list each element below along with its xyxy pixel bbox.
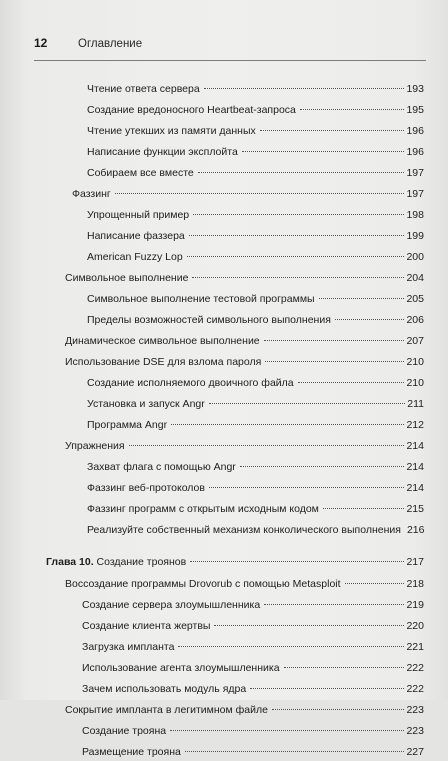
dot-leader — [129, 445, 405, 446]
dot-leader — [198, 172, 405, 173]
toc-entry-title: Пределы возможностей символьного выполнения — [87, 314, 331, 326]
toc-entry-title: Фаззинг — [72, 188, 111, 200]
toc-entry[interactable] — [87, 248, 424, 266]
toc-entry-title: Использование агента злоумышленника — [82, 662, 280, 674]
toc-entry-page: 218 — [406, 578, 424, 590]
toc-entry[interactable] — [87, 479, 424, 497]
toc-entry[interactable] — [65, 353, 424, 371]
toc-chapter-entry[interactable] — [46, 553, 424, 571]
toc-entry-title: Зачем использовать модуль ядра — [82, 683, 247, 695]
toc-entry-title: Реализуйте собственный механизм конколического выполнения — [87, 524, 401, 536]
toc-entry-page: 214 — [406, 461, 424, 473]
dot-leader — [319, 298, 405, 299]
dot-leader — [190, 561, 404, 562]
toc-entry[interactable] — [87, 80, 424, 98]
toc-entry-title: Символьное выполнение — [65, 272, 189, 284]
toc-entry-page: 212 — [406, 419, 424, 431]
toc-entry-page: 200 — [406, 251, 424, 263]
toc-entry[interactable] — [65, 437, 424, 455]
toc-entry-title: Захват флага с помощью Angr — [87, 461, 236, 473]
toc-entry[interactable] — [87, 521, 424, 539]
dot-leader — [250, 688, 404, 689]
toc-entry-title: Размещение трояна — [82, 746, 181, 758]
toc-entry[interactable] — [87, 164, 424, 182]
toc-entry[interactable] — [87, 206, 424, 224]
toc-entry-page: 210 — [406, 377, 424, 389]
toc-entry-page: 215 — [406, 503, 424, 515]
toc-entry-title: Фаззинг программ с открытым исходным кодом — [87, 503, 319, 515]
toc-entry-title: Написание функции эксплойта — [87, 146, 238, 158]
chapter-label: Глава 10. — [46, 556, 94, 568]
toc-entry[interactable] — [65, 269, 424, 287]
toc-entry[interactable] — [87, 227, 424, 245]
dot-leader — [323, 508, 405, 509]
toc-entry-title: Установка и запуск Angr — [87, 398, 205, 410]
dot-leader — [300, 109, 405, 110]
toc-entry-page: 196 — [406, 146, 424, 158]
toc-entry-page: 206 — [406, 314, 424, 326]
toc-entry[interactable] — [82, 722, 424, 740]
toc-entry[interactable] — [65, 575, 424, 593]
toc-entry[interactable] — [82, 638, 424, 656]
dot-leader — [171, 424, 404, 425]
toc-entry[interactable] — [65, 701, 424, 719]
toc-entry-title: Создание трояна — [82, 725, 167, 737]
toc-entry-page: 193 — [406, 83, 424, 95]
dot-leader — [265, 361, 404, 362]
toc-entry-title: Воссоздание программы Drovorub с помощью Metasploit — [65, 578, 341, 590]
page-header — [34, 36, 142, 56]
dot-leader — [115, 193, 405, 194]
toc-entry-title: Создание вредоносного Heartbeat-запроса — [87, 104, 296, 116]
dot-leader — [193, 214, 404, 215]
dot-leader — [192, 277, 404, 278]
dot-leader — [272, 709, 405, 710]
toc-entry-page: 214 — [406, 440, 424, 452]
toc-entry-page: 204 — [406, 272, 424, 284]
toc-entry-title: Использование DSE для взлома пароля — [65, 356, 262, 368]
toc-entry[interactable] — [87, 101, 424, 119]
toc-entry[interactable] — [87, 416, 424, 434]
toc-entry[interactable] — [65, 332, 424, 350]
toc-entry-title: Собираем все вместе — [87, 167, 194, 179]
toc-entry-page: 207 — [406, 335, 424, 347]
toc-entry-title: Создание сервера злоумышленника — [82, 599, 261, 611]
toc-entry-page: 222 — [406, 662, 424, 674]
toc-entry-page: 198 — [406, 209, 424, 221]
running-title: Оглавление — [78, 38, 143, 50]
dot-leader — [185, 751, 405, 752]
dot-leader — [214, 625, 404, 626]
dot-leader — [240, 466, 405, 467]
toc-entry-title: Загрузка импланта — [82, 641, 175, 653]
toc-entry[interactable] — [87, 458, 424, 476]
toc-entry-title: Чтение утекших из памяти данных — [87, 125, 256, 137]
dot-leader — [204, 88, 405, 89]
toc-entry-title: American Fuzzy Lop — [87, 251, 183, 263]
header-rule — [34, 60, 426, 61]
toc-entry-page: 211 — [407, 398, 424, 410]
toc-entry-page: 220 — [406, 620, 424, 632]
toc-entry-page: 222 — [406, 683, 424, 695]
toc-entry[interactable] — [87, 311, 424, 329]
toc-entry[interactable] — [87, 395, 424, 413]
dot-leader — [170, 730, 404, 731]
toc-entry-page: 196 — [406, 125, 424, 137]
toc-entry-title: Динамическое символьное выполнение — [65, 335, 260, 347]
toc-entry[interactable] — [72, 185, 424, 203]
toc-entry[interactable] — [87, 290, 424, 308]
dot-leader — [298, 382, 405, 383]
toc-entry-page: 216 — [406, 524, 425, 536]
toc-entry-page: 217 — [406, 556, 424, 568]
toc-entry-title: Упрощенный пример — [87, 209, 190, 221]
toc-entry-page: 195 — [406, 104, 424, 116]
toc-entry-title: Создание клиента жертвы — [82, 620, 211, 632]
toc-entry-page: 227 — [406, 746, 424, 758]
toc-entry-page: 219 — [406, 599, 424, 611]
dot-leader — [264, 340, 405, 341]
chapter-title: Создание троянов — [96, 556, 187, 568]
toc-entry-page: 221 — [406, 641, 424, 653]
toc-entry-page: 205 — [406, 293, 424, 305]
toc-chapter-heading — [46, 553, 188, 571]
dot-leader — [264, 604, 404, 605]
toc-entry[interactable] — [87, 122, 424, 140]
toc-entry[interactable] — [87, 500, 424, 518]
dot-leader — [335, 319, 405, 320]
dot-leader — [242, 151, 405, 152]
dot-leader — [178, 646, 404, 647]
dot-leader — [209, 403, 406, 404]
dot-leader — [260, 130, 405, 131]
toc-entry[interactable] — [82, 617, 424, 635]
toc-entry[interactable] — [87, 143, 424, 161]
dot-leader — [189, 235, 405, 236]
toc-entry[interactable] — [87, 374, 424, 392]
toc-entry-page: 197 — [406, 167, 424, 179]
toc-entry[interactable] — [82, 659, 424, 677]
toc-entry-title: Упражнения — [65, 440, 125, 452]
page-number: 12 — [34, 36, 48, 50]
toc-entry-page: 223 — [406, 725, 424, 737]
dot-leader — [345, 583, 405, 584]
toc-entry-page: 210 — [406, 356, 424, 368]
toc-entry-page: 197 — [406, 188, 424, 200]
toc-entry-title: Сокрытие импланта в легитимном файле — [65, 704, 268, 716]
toc-entry-title: Создание исполняемого двоичного файла — [87, 377, 294, 389]
toc-entry-page: 199 — [406, 230, 424, 242]
toc-entry[interactable] — [82, 596, 424, 614]
toc-entry-page: 214 — [406, 482, 424, 494]
toc-entry-title: Фаззинг веб-протоколов — [87, 482, 205, 494]
toc-entry-title: Символьное выполнение тестовой программы — [87, 293, 315, 305]
toc-entry-title: Чтение ответа сервера — [87, 83, 200, 95]
toc-entry-title: Написание фаззера — [87, 230, 185, 242]
toc-entry[interactable] — [82, 680, 424, 698]
toc-entry-title: Программа Angr — [87, 419, 168, 431]
dot-leader — [284, 667, 405, 668]
toc-entry[interactable] — [82, 743, 424, 761]
toc-entry-page: 223 — [406, 704, 424, 716]
dot-leader — [187, 256, 405, 257]
dot-leader — [209, 487, 405, 488]
